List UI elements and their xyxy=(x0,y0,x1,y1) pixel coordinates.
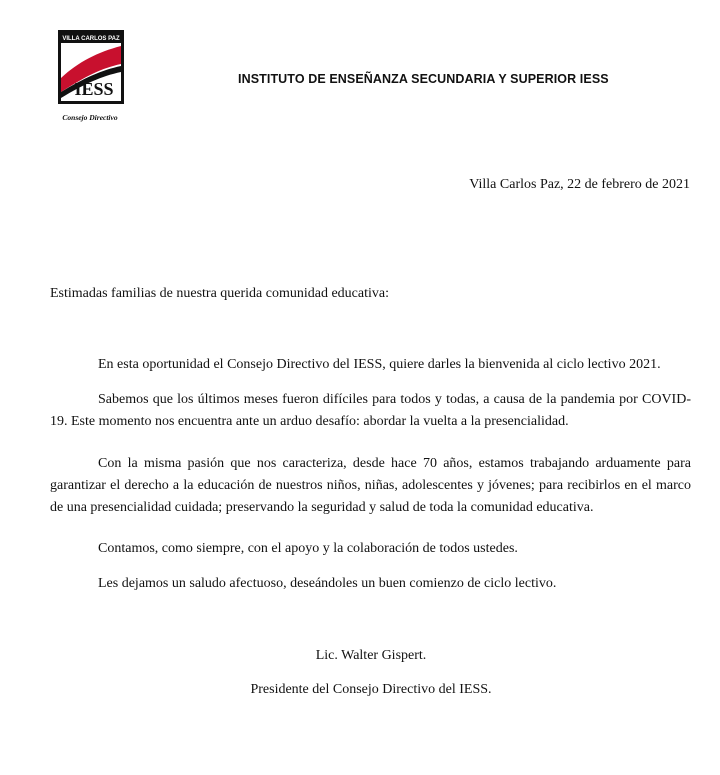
institution-title: INSTITUTO DE ENSEÑANZA SECUNDARIA Y SUPERIOR IESS xyxy=(238,72,609,86)
paragraph-pandemic: Sabemos que los últimos meses fueron difíciles para todos y todas, a causa de la pandemia por COVID-19. Este momento nos encuentra ante un arduo desafío: abordar la vuelta a la presencialidad. xyxy=(50,392,691,429)
logo-top-text: VILLA CARLOS PAZ xyxy=(62,36,120,42)
logo-main-text: IESS xyxy=(74,79,114,99)
paragraph-support: Contamos, como siempre, con el apoyo y la colaboración de todos ustedes. xyxy=(98,541,518,556)
paragraph-welcome: En esta oportunidad el Consejo Directivo del IESS, quiere darles la bienvenida al ciclo lectivo 2021. xyxy=(98,357,661,372)
letter-date: Villa Carlos Paz, 22 de febrero de 2021 xyxy=(469,177,690,192)
school-logo xyxy=(56,28,128,124)
logo-signature: Consejo Directivo xyxy=(62,113,118,122)
signature-name: Lic. Walter Gispert. xyxy=(315,648,427,663)
paragraph-commitment: Con la misma pasión que nos caracteriza, desde hace 70 años, estamos trabajando arduamente para garantizar el derecho a la educación de nuestros niños, niñas, adolescentes y jóvenes; para recibirlos en el marco de una presencialidad cuidada; preservando la seguridad y salud de toda la comunidad educativa. xyxy=(50,456,691,515)
signature-role: Presidente del Consejo Directivo del IESS. xyxy=(250,682,492,697)
paragraph-farewell: Les dejamos un saludo afectuoso, deseándoles un buen comienzo de ciclo lectivo. xyxy=(98,576,557,591)
iess-shield-logo xyxy=(56,28,128,124)
letter-greeting: Estimadas familias de nuestra querida comunidad educativa: xyxy=(50,286,389,301)
